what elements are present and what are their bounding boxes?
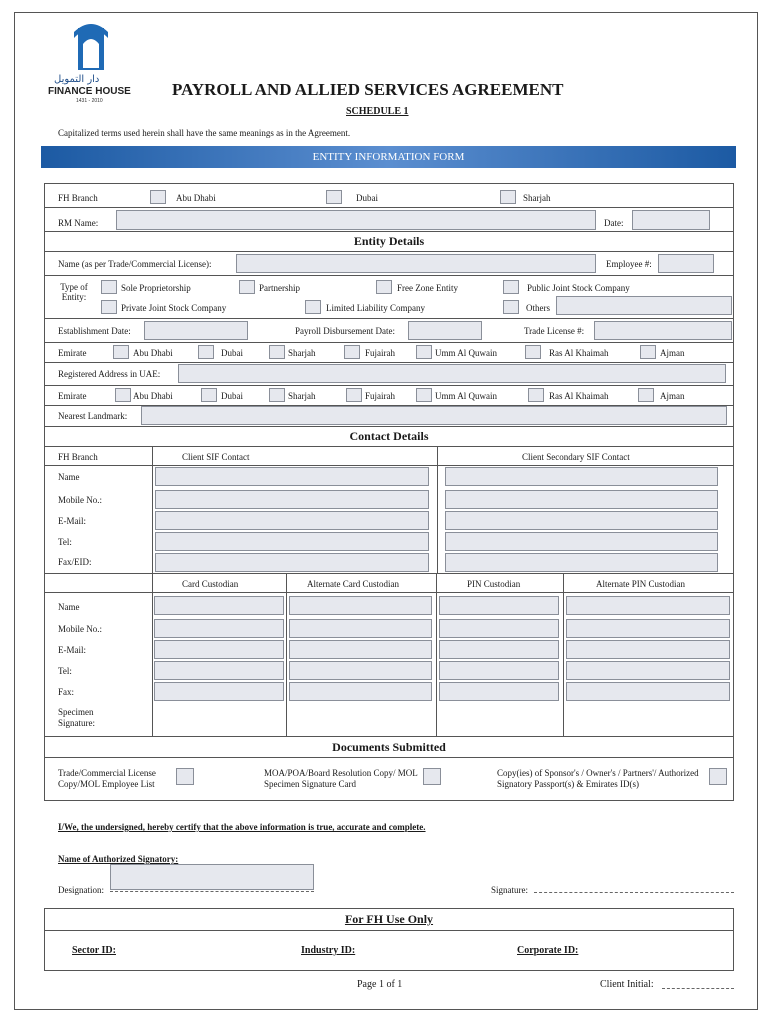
custodian-4-email-input[interactable] xyxy=(566,640,730,659)
documents-heading: Documents Submitted xyxy=(332,740,446,754)
emirate2-sharjah-label: Sharjah xyxy=(288,391,316,401)
custodian-2-tel-input[interactable] xyxy=(289,661,432,680)
contact-row-label: Name xyxy=(58,472,80,482)
address-label: Registered Address in UAE: xyxy=(58,369,161,379)
emirate2-ajman-label: Ajman xyxy=(660,391,685,401)
doc1-label: Trade/Commercial License Copy/MOL Employee List xyxy=(58,768,156,789)
emirate1-fujairah-label: Fujairah xyxy=(365,348,395,358)
emirate1-abu-dhabi-checkbox[interactable] xyxy=(113,345,129,359)
type-freezone-label: Free Zone Entity xyxy=(397,283,458,293)
designation-input[interactable] xyxy=(110,864,314,890)
emirate-label: Emirate xyxy=(58,348,87,358)
emirate2-abu-dhabi-label: Abu Dhabi xyxy=(133,391,173,401)
entity-type-label: Type of Entity: xyxy=(60,282,88,302)
branch-sharjah-checkbox[interactable] xyxy=(500,190,516,204)
designation-line xyxy=(110,891,314,892)
contact-row-label: Tel: xyxy=(58,537,72,547)
divider xyxy=(44,930,734,931)
type-private-jsc-checkbox[interactable] xyxy=(101,300,117,314)
certify-text: I/We, the undersigned, hereby certify that the above information is true, accurate and complete. xyxy=(58,822,426,832)
custodian-3-email-input[interactable] xyxy=(439,640,559,659)
sif-mobile-input[interactable] xyxy=(155,490,429,509)
emirate2-fujairah-checkbox[interactable] xyxy=(346,388,362,402)
custodian-1-tel-input[interactable] xyxy=(154,661,284,680)
rm-name-input[interactable] xyxy=(116,210,596,230)
divider xyxy=(44,362,734,363)
trade-license-input[interactable] xyxy=(594,321,732,340)
divider xyxy=(44,342,734,343)
date-input[interactable] xyxy=(632,210,710,230)
custodian-2-mobile-input[interactable] xyxy=(289,619,432,638)
sif-tel-input[interactable] xyxy=(155,532,429,551)
emirate2-rak-checkbox[interactable] xyxy=(528,388,544,402)
emirate2-ajman-checkbox[interactable] xyxy=(638,388,654,402)
custodian-3-name-input[interactable] xyxy=(439,596,559,615)
emirate2-sharjah-checkbox[interactable] xyxy=(269,388,285,402)
custodian-3-tel-input[interactable] xyxy=(439,661,559,680)
emirate1-rak-label: Ras Al Khaimah xyxy=(549,348,609,358)
contact-row-label: Mobile No.: xyxy=(58,495,102,505)
custodian-1-email-input[interactable] xyxy=(154,640,284,659)
industry-id-label: Industry ID: xyxy=(301,945,356,956)
client-initial-label: Client Initial: xyxy=(600,979,654,990)
client-initial-line xyxy=(662,988,734,989)
authorized-signatory-label: Name of Authorized Signatory: xyxy=(58,854,179,864)
employee-input[interactable] xyxy=(658,254,714,273)
custodian-3-mobile-input[interactable] xyxy=(439,619,559,638)
doc1-checkbox[interactable] xyxy=(176,768,194,785)
emirate2-dubai-label: Dubai xyxy=(221,391,243,401)
type-private-jsc-label: Private Joint Stock Company xyxy=(121,303,227,313)
emirate1-sharjah-label: Sharjah xyxy=(288,348,316,358)
secondary-email-input[interactable] xyxy=(445,511,718,530)
divider xyxy=(44,251,734,252)
alt-card-custodian-label: Alternate Card Custodian xyxy=(307,579,399,589)
emirate1-dubai-label: Dubai xyxy=(221,348,243,358)
emirate1-sharjah-checkbox[interactable] xyxy=(269,345,285,359)
page-number: Page 1 of 1 xyxy=(357,979,403,990)
entity-name-input[interactable] xyxy=(236,254,596,273)
divider xyxy=(436,573,437,736)
emirate1-ajman-label: Ajman xyxy=(660,348,685,358)
finance-house-logo xyxy=(46,24,136,104)
client-secondary-label: Client Secondary SIF Contact xyxy=(522,452,630,462)
logo-text: FINANCE HOUSE xyxy=(48,86,131,97)
emirate1-dubai-checkbox[interactable] xyxy=(198,345,214,359)
emirate2-abu-dhabi-checkbox[interactable] xyxy=(115,388,131,402)
type-others-checkbox[interactable] xyxy=(503,300,519,314)
type-public-jsc-label: Public Joint Stock Company xyxy=(527,283,630,293)
entity-name-label: Name (as per Trade/Commercial License): xyxy=(58,259,212,269)
custodian-2-email-input[interactable] xyxy=(289,640,432,659)
type-others-input[interactable] xyxy=(556,296,732,315)
custodian-4-mobile-input[interactable] xyxy=(566,619,730,638)
form-title-band: ENTITY INFORMATION FORM xyxy=(41,146,736,168)
custodian-row-label: Mobile No.: xyxy=(58,624,102,634)
divider xyxy=(44,736,734,737)
logo-arabic: دار التمويل xyxy=(54,74,100,85)
designation-label: Designation: xyxy=(58,885,104,895)
sif-email-input[interactable] xyxy=(155,511,429,530)
landmark-label: Nearest Landmark: xyxy=(58,411,128,421)
divider xyxy=(44,757,734,758)
card-custodian-label: Card Custodian xyxy=(182,579,239,589)
emirate1-rak-checkbox[interactable] xyxy=(525,345,541,359)
secondary-mobile-input[interactable] xyxy=(445,490,718,509)
custodian-1-name-input[interactable] xyxy=(154,596,284,615)
divider xyxy=(44,207,734,208)
est-date-input[interactable] xyxy=(144,321,248,340)
type-llc-label: Limited Liability Company xyxy=(326,303,425,313)
branch-dubai-checkbox[interactable] xyxy=(326,190,342,204)
custodian-row-label: Name xyxy=(58,602,80,612)
secondary-tel-input[interactable] xyxy=(445,532,718,551)
type-sole-checkbox[interactable] xyxy=(101,280,117,294)
custodian-row-label: E-Mail: xyxy=(58,645,86,655)
emirate1-uaq-label: Umm Al Quwain xyxy=(435,348,497,358)
custodian-4-tel-input[interactable] xyxy=(566,661,730,680)
divider xyxy=(44,426,734,427)
emirate2-uaq-checkbox[interactable] xyxy=(416,388,432,402)
logo-year: 1431 - 2010 xyxy=(76,98,103,104)
custodian-1-mobile-input[interactable] xyxy=(154,619,284,638)
pin-custodian-label: PIN Custodian xyxy=(467,579,521,589)
doc3-label: Copy(ies) of Sponsor's / Owner's / Partners'/ Authorized Signatory Passport(s) & Emirates ID(s) xyxy=(497,768,699,789)
type-public-jsc-checkbox[interactable] xyxy=(503,280,519,294)
schedule-label: SCHEDULE 1 xyxy=(346,106,409,117)
emirate2-uaq-label: Umm Al Quwain xyxy=(435,391,497,401)
custodian-2-fax-input[interactable] xyxy=(289,682,432,701)
type-sole-label: Sole Proprietorship xyxy=(121,283,191,293)
est-date-label: Establishment Date: xyxy=(58,326,131,336)
employee-label: Employee #: xyxy=(606,259,652,269)
alt-pin-custodian-label: Alternate PIN Custodian xyxy=(596,579,685,589)
specimen-label: Specimen Signature: xyxy=(58,707,95,728)
address-input[interactable] xyxy=(178,364,726,383)
divider xyxy=(152,573,153,736)
contact-details-heading: Contact Details xyxy=(349,429,429,443)
divider xyxy=(44,385,734,386)
sector-id-label: Sector ID: xyxy=(72,945,116,956)
contact-row-label: Fax/EID: xyxy=(58,557,92,567)
divider xyxy=(44,573,734,574)
entity-details-heading: Entity Details xyxy=(353,234,425,248)
contact-branch-label: FH Branch xyxy=(58,452,98,462)
type-freezone-checkbox[interactable] xyxy=(376,280,392,294)
sif-name-input[interactable] xyxy=(155,467,429,486)
divider xyxy=(44,318,734,319)
custodian-row-label: Tel: xyxy=(58,666,72,676)
emirate2-fujairah-label: Fujairah xyxy=(365,391,395,401)
custodian-3-fax-input[interactable] xyxy=(439,682,559,701)
branch-dubai-label: Dubai xyxy=(356,193,378,203)
type-partnership-checkbox[interactable] xyxy=(239,280,255,294)
client-sif-label: Client SIF Contact xyxy=(182,452,250,462)
trade-license-label: Trade License #: xyxy=(524,326,585,336)
divider xyxy=(563,573,564,736)
signature-line xyxy=(534,892,734,893)
doc3-checkbox[interactable] xyxy=(709,768,727,785)
contact-row-label: E-Mail: xyxy=(58,516,86,526)
rm-name-label: RM Name: xyxy=(58,218,99,228)
type-partnership-label: Partnership xyxy=(259,283,300,293)
type-others-label: Others xyxy=(526,303,550,313)
date-label: Date: xyxy=(604,218,624,228)
emirate2-rak-label: Ras Al Khaimah xyxy=(549,391,609,401)
secondary-fax-input[interactable] xyxy=(445,553,718,572)
custodian-4-fax-input[interactable] xyxy=(566,682,730,701)
emirate1-fujairah-checkbox[interactable] xyxy=(344,345,360,359)
custodian-1-fax-input[interactable] xyxy=(154,682,284,701)
doc2-label: MOA/POA/Board Resolution Copy/ MOL Specimen Signature Card xyxy=(264,768,418,789)
emirate-label-2: Emirate xyxy=(58,391,87,401)
custodian-4-name-input[interactable] xyxy=(566,596,730,615)
branch-label: FH Branch xyxy=(58,193,98,203)
emirate1-uaq-checkbox[interactable] xyxy=(416,345,432,359)
branch-sharjah-label: Sharjah xyxy=(523,193,551,203)
payroll-date-label: Payroll Disbursement Date: xyxy=(295,326,395,336)
payroll-date-input[interactable] xyxy=(408,321,482,340)
sif-fax-input[interactable] xyxy=(155,553,429,572)
type-llc-checkbox[interactable] xyxy=(305,300,321,314)
divider xyxy=(44,592,734,593)
divider xyxy=(44,446,734,447)
landmark-input[interactable] xyxy=(141,406,727,425)
emirate1-ajman-checkbox[interactable] xyxy=(640,345,656,359)
custodian-row-label: Fax: xyxy=(58,687,75,697)
signature-label: Signature: xyxy=(491,885,528,895)
divider xyxy=(44,231,734,232)
branch-abu-dhabi-checkbox[interactable] xyxy=(150,190,166,204)
fh-use-heading: For FH Use Only xyxy=(344,912,434,926)
secondary-name-input[interactable] xyxy=(445,467,718,486)
divider xyxy=(44,465,734,466)
branch-abu-dhabi-label: Abu Dhabi xyxy=(176,193,216,203)
intro-text: Capitalized terms used herein shall have the same meanings as in the Agreement. xyxy=(58,128,351,138)
doc2-checkbox[interactable] xyxy=(423,768,441,785)
divider xyxy=(286,573,287,736)
emirate1-abu-dhabi-label: Abu Dhabi xyxy=(133,348,173,358)
corporate-id-label: Corporate ID: xyxy=(517,945,579,956)
divider xyxy=(44,275,734,276)
custodian-2-name-input[interactable] xyxy=(289,596,432,615)
emirate2-dubai-checkbox[interactable] xyxy=(201,388,217,402)
page-title: PAYROLL AND ALLIED SERVICES AGREEMENT xyxy=(172,80,564,99)
